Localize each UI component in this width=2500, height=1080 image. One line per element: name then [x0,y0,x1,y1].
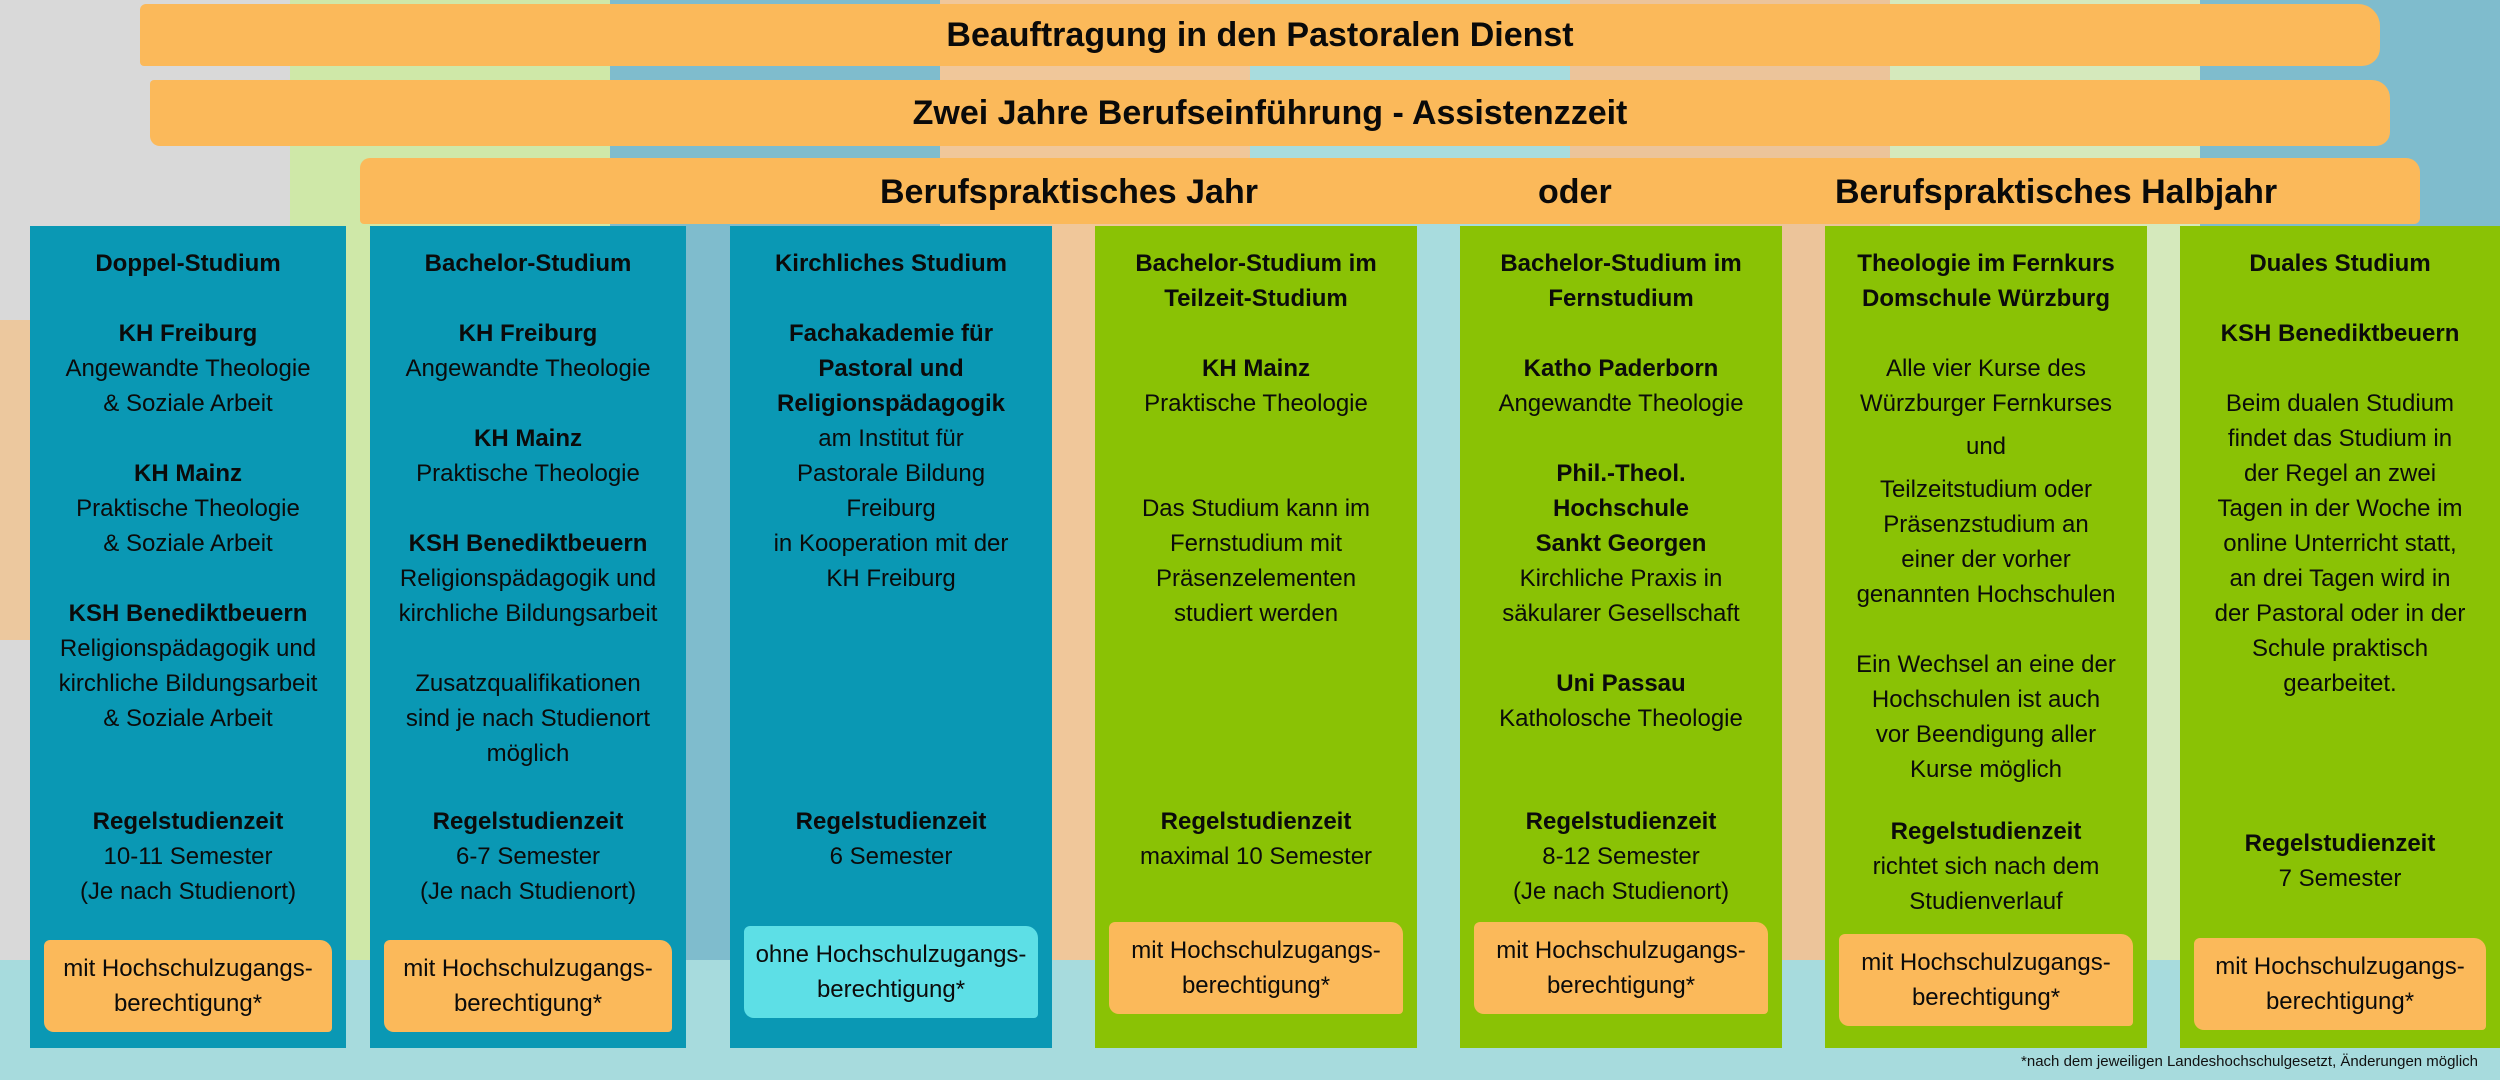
admission-badge-line: berechtigung* [1911,984,2061,1011]
program-line: sind je nach Studienort [405,705,651,732]
column-title: Kirchliches Studium [774,250,1008,277]
study-duration-value: 6-7 Semester [455,843,601,870]
program-line: Alle vier Kurse des [1885,355,2087,382]
program-line: Katholosche Theologie [1499,705,1743,732]
institution-name: KSH Benediktbeuern [408,530,648,557]
study-duration-value: maximal 10 Semester [1139,843,1373,870]
admission-badge-line: mit Hochschulzugangs- [63,955,313,982]
program-line: Kurse möglich [1909,756,2063,783]
program-line: Religionspädagogik und [399,565,657,592]
institution-name: Fachakademie für [788,320,994,347]
institution-name: KSH Benediktbeuern [2220,320,2460,347]
program-line: an drei Tagen wird in [2229,565,2451,592]
program-line: gearbeitet. [2283,670,2397,697]
footnote: *nach dem jeweiligen Landeshochschulgesetzt, Änderungen möglich [2021,1053,2478,1070]
admission-badge-line: berechtigung* [2265,988,2415,1015]
banner-induction-text: Zwei Jahre Berufseinführung - Assistenzzeit [912,93,1628,132]
study-duration-value: 6 Semester [829,843,953,870]
program-line: Ein Wechsel an eine der [1856,651,2116,678]
admission-badge-line: ohne Hochschulzugangs- [755,941,1027,968]
program-line: & Soziale Arbeit [103,705,273,732]
program-line: Teilzeitstudium oder [1879,476,2093,503]
admission-badge-line: berechtigung* [1546,972,1696,999]
program-line: Religionspädagogik und [59,635,317,662]
program-line: & Soziale Arbeit [103,390,273,417]
institution-name: KH Mainz [134,460,242,487]
admission-badge [1109,922,1403,1014]
program-line: Tagen in der Woche im [2217,495,2463,522]
admission-badge [2194,938,2486,1030]
institution-name: KH Mainz [1202,355,1310,382]
study-duration-value: 10-11 Semester [103,843,273,870]
program-line: einer der vorher [1901,546,2071,573]
column-title: Theologie im Fernkurs [1857,250,2115,277]
admission-badge [744,926,1038,1018]
banner-practical [360,158,2420,224]
study-duration-label: Regelstudienzeit [432,808,624,835]
study-duration [730,804,1052,874]
program-line: Beim dualen Studium [2225,390,2455,417]
program-line: der Pastoral oder in der [2214,600,2466,627]
program-line: kirchliche Bildungsarbeit [398,600,658,627]
admission-badge-line: berechtigung* [453,990,603,1017]
institution-name: Uni Passau [1556,670,1686,697]
column-parttime-bachelor [1095,226,1417,1048]
program-line: Würzburger Fernkurses [1859,390,2113,417]
program-line: in Kooperation mit der [773,530,1009,557]
program-line: Angewandte Theologie [1498,390,1744,417]
program-line: genannten Hochschulen [1856,581,2116,608]
program-line: am Institut für [818,425,964,452]
study-duration-label: Regelstudienzeit [1160,808,1352,835]
institution-name: KH Mainz [474,425,582,452]
study-duration [2180,826,2500,896]
study-duration [1095,804,1417,874]
banner-commission-text: Beauftragung in den Pastoralen Dienst [946,15,1574,54]
program-line: Praktische Theologie [1144,390,1368,417]
institution-name: KH Freiburg [458,320,598,347]
institution-name: Pastoral und [818,355,964,382]
column-title: Domschule Würzburg [1861,285,2110,312]
admission-badge-line: mit Hochschulzugangs- [1131,937,1381,964]
institution-name: Phil.-Theol. [1556,460,1686,487]
admission-badge-line: mit Hochschulzugangs- [2215,953,2465,980]
program-line: Freiburg [846,495,936,522]
study-duration-label: Regelstudienzeit [1525,808,1717,835]
admission-badge-line: berechtigung* [1181,972,1331,999]
column-title: Doppel-Studium [95,250,281,277]
admission-badge [44,940,332,1032]
program-line: Präsenzstudium an [1883,511,2089,538]
program-line: und [1965,433,2007,460]
institution-name: Religionspädagogik [776,390,1006,417]
program-line: Fernstudium mit [1169,530,1343,557]
program-line: Zusatzqualifikationen [415,670,641,697]
study-duration-note: (Je nach Studienort) [419,878,637,905]
program-line: online Unterricht statt, [2223,530,2457,557]
study-duration-label: Regelstudienzeit [92,808,284,835]
column-distance-bachelor [1460,226,1782,1048]
admission-badge-line: mit Hochschulzugangs- [1861,949,2111,976]
program-line: möglich [486,740,570,767]
program-line: kirchliche Bildungsarbeit [58,670,318,697]
program-line: Kirchliche Praxis in [1519,565,1723,592]
column-double-study [30,226,346,1048]
column-church-study [730,226,1052,1048]
column-bachelor-study [370,226,686,1048]
program-line: Präsenzelementen [1155,565,1357,592]
study-duration-value: richtet sich nach dem [1872,853,2100,880]
program-line: der Regel an zwei [2243,460,2437,487]
study-duration-value: 8-12 Semester [1542,843,1700,870]
column-theology-distance-course [1825,226,2147,1048]
banner-or: oder [1538,173,1612,211]
study-duration [370,804,686,909]
program-line: Pastorale Bildung [796,460,986,487]
study-duration-label: Regelstudienzeit [795,808,987,835]
program-line: & Soziale Arbeit [103,530,273,557]
column-title: Bachelor-Studium im [1500,250,1742,277]
program-line: Das Studium kann im [1141,495,1371,522]
study-duration-note: (Je nach Studienort) [79,878,297,905]
program-line: vor Beendigung aller [1875,721,2097,748]
institution-name: Katho Paderborn [1523,355,1719,382]
banner-practical-halfyear: Berufspraktisches Halbjahr [1835,173,2278,211]
admission-badge [384,940,672,1032]
study-duration-label: Regelstudienzeit [2244,830,2436,857]
column-title: Teilzeit-Studium [1164,285,1348,312]
admission-badge-line: berechtigung* [113,990,263,1017]
program-line: Angewandte Theologie [65,355,311,382]
institution-name: KH Freiburg [118,320,258,347]
institution-name: KSH Benediktbeuern [68,600,308,627]
banner-commission [140,4,2380,66]
column-title: Bachelor-Studium [424,250,632,277]
admission-badge-line: berechtigung* [816,976,966,1003]
program-line: Praktische Theologie [76,495,300,522]
program-line: Angewandte Theologie [405,355,651,382]
admission-badge-line: mit Hochschulzugangs- [403,955,653,982]
study-duration-note: Studienverlauf [1909,888,2063,915]
institution-name: Hochschule [1552,495,1690,522]
admission-badge [1474,922,1768,1014]
column-title: Duales Studium [2249,250,2431,277]
study-duration [1460,804,1782,909]
institution-name: Sankt Georgen [1535,530,1707,557]
program-line: KH Freiburg [826,565,956,592]
admission-badge-line: mit Hochschulzugangs- [1496,937,1746,964]
column-dual-study [2180,226,2500,1048]
program-line: findet das Studium in [2227,425,2453,452]
program-line: Hochschulen ist auch [1871,686,2101,713]
banner-practical-year: Berufspraktisches Jahr [880,173,1258,211]
admission-badge [1839,934,2133,1026]
study-duration [1825,814,2147,919]
study-duration-note: (Je nach Studienort) [1512,878,1730,905]
program-line: studiert werden [1173,600,1339,627]
program-line: Praktische Theologie [416,460,640,487]
program-line: Schule praktisch [2251,635,2429,662]
column-title: Fernstudium [1548,285,1694,312]
banner-induction [150,80,2390,146]
study-duration-value: 7 Semester [2278,865,2402,892]
study-duration [30,804,346,909]
column-title: Bachelor-Studium im [1135,250,1377,277]
program-line: säkularer Gesellschaft [1502,600,1740,627]
study-duration-label: Regelstudienzeit [1890,818,2082,845]
